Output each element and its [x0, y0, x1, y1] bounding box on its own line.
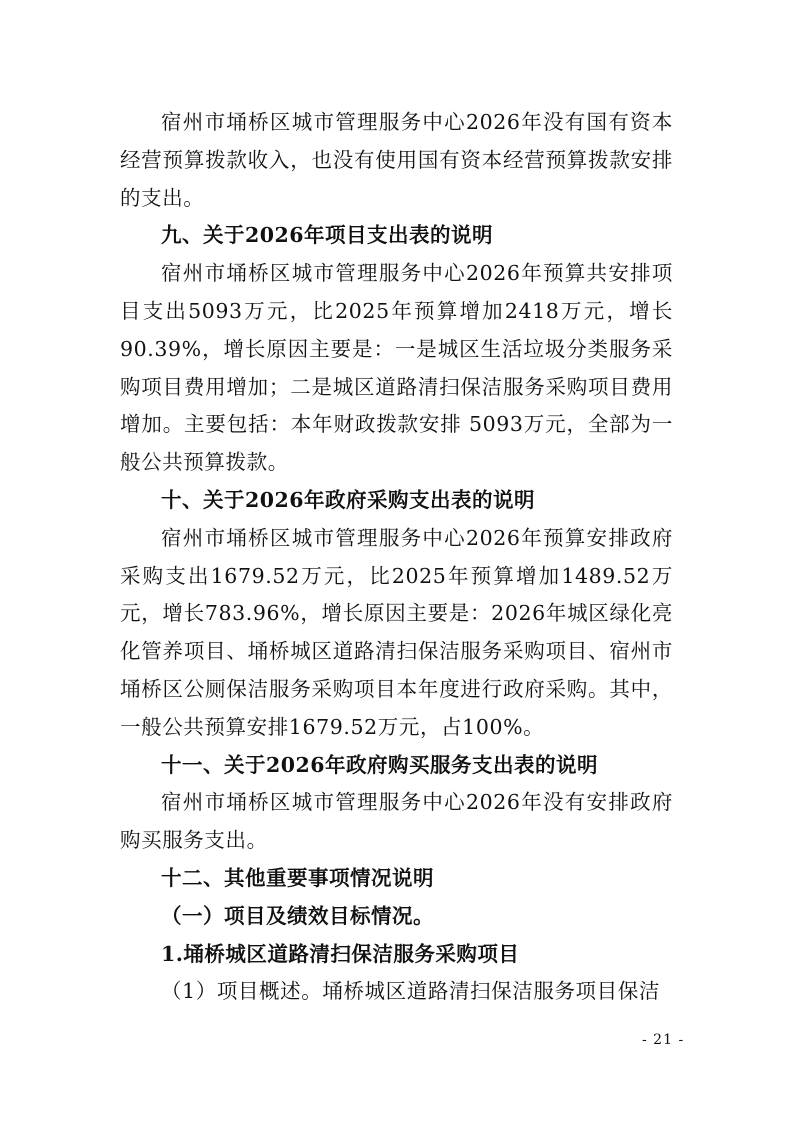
paragraph-government-procurement: 宿州市埇桥区城市管理服务中心2026年预算安排政府采购支出1679.52万元，比2025年预算增加1489.52万元，增长783.96%，增长原因主要是：2026年城区绿化亮化管养项目、埇桥城区道路清扫保洁服务采购项目、宿州市埇桥区公厕保洁服务采购项目本年度进行政府采购。其中，一般公共预算安排1679.52万元，占100%。 [120, 525, 673, 739]
heading-project-performance: （一）项目及绩效目标情况。 [161, 903, 434, 928]
document-body [120, 104, 673, 1011]
heading-project-expenditure: 九、关于2026年项目支出表的说明 [161, 223, 494, 248]
page-number: - 21 - [642, 1032, 685, 1048]
paragraph-government-purchase-services: 宿州市埇桥区城市管理服务中心2026年没有安排政府购买服务支出。 [120, 790, 673, 853]
heading-road-cleaning-project: 1.埇桥城区道路清扫保洁服务采购项目 [161, 941, 520, 966]
paragraph-project-expenditure: 宿州市埇桥区城市管理服务中心2026年预算共安排项目支出5093万元，比2025年预算增加2418万元，增长90.39%，增长原因主要是：一是城区生活垃圾分类服务采购项目费用增加；二是城区道路清扫保洁服务采购项目费用增加。主要包括：本年财政拨款安排 5093万元，全部为一般公共预算拨款。 [120, 261, 673, 475]
heading-other-matters: 十二、其他重要事项情况说明 [161, 865, 434, 890]
heading-government-procurement: 十、关于2026年政府采购支出表的说明 [161, 487, 536, 512]
paragraph-state-capital-budget: 宿州市埇桥区城市管理服务中心2026年没有国有资本经营预算拨款收入，也没有使用国有资本经营预算拨款安排的支出。 [120, 110, 673, 210]
heading-government-purchase-services: 十一、关于2026年政府购买服务支出表的说明 [161, 752, 599, 777]
paragraph-project-overview: （1）项目概述。埇桥城区道路清扫保洁服务项目保洁 [161, 979, 660, 1004]
